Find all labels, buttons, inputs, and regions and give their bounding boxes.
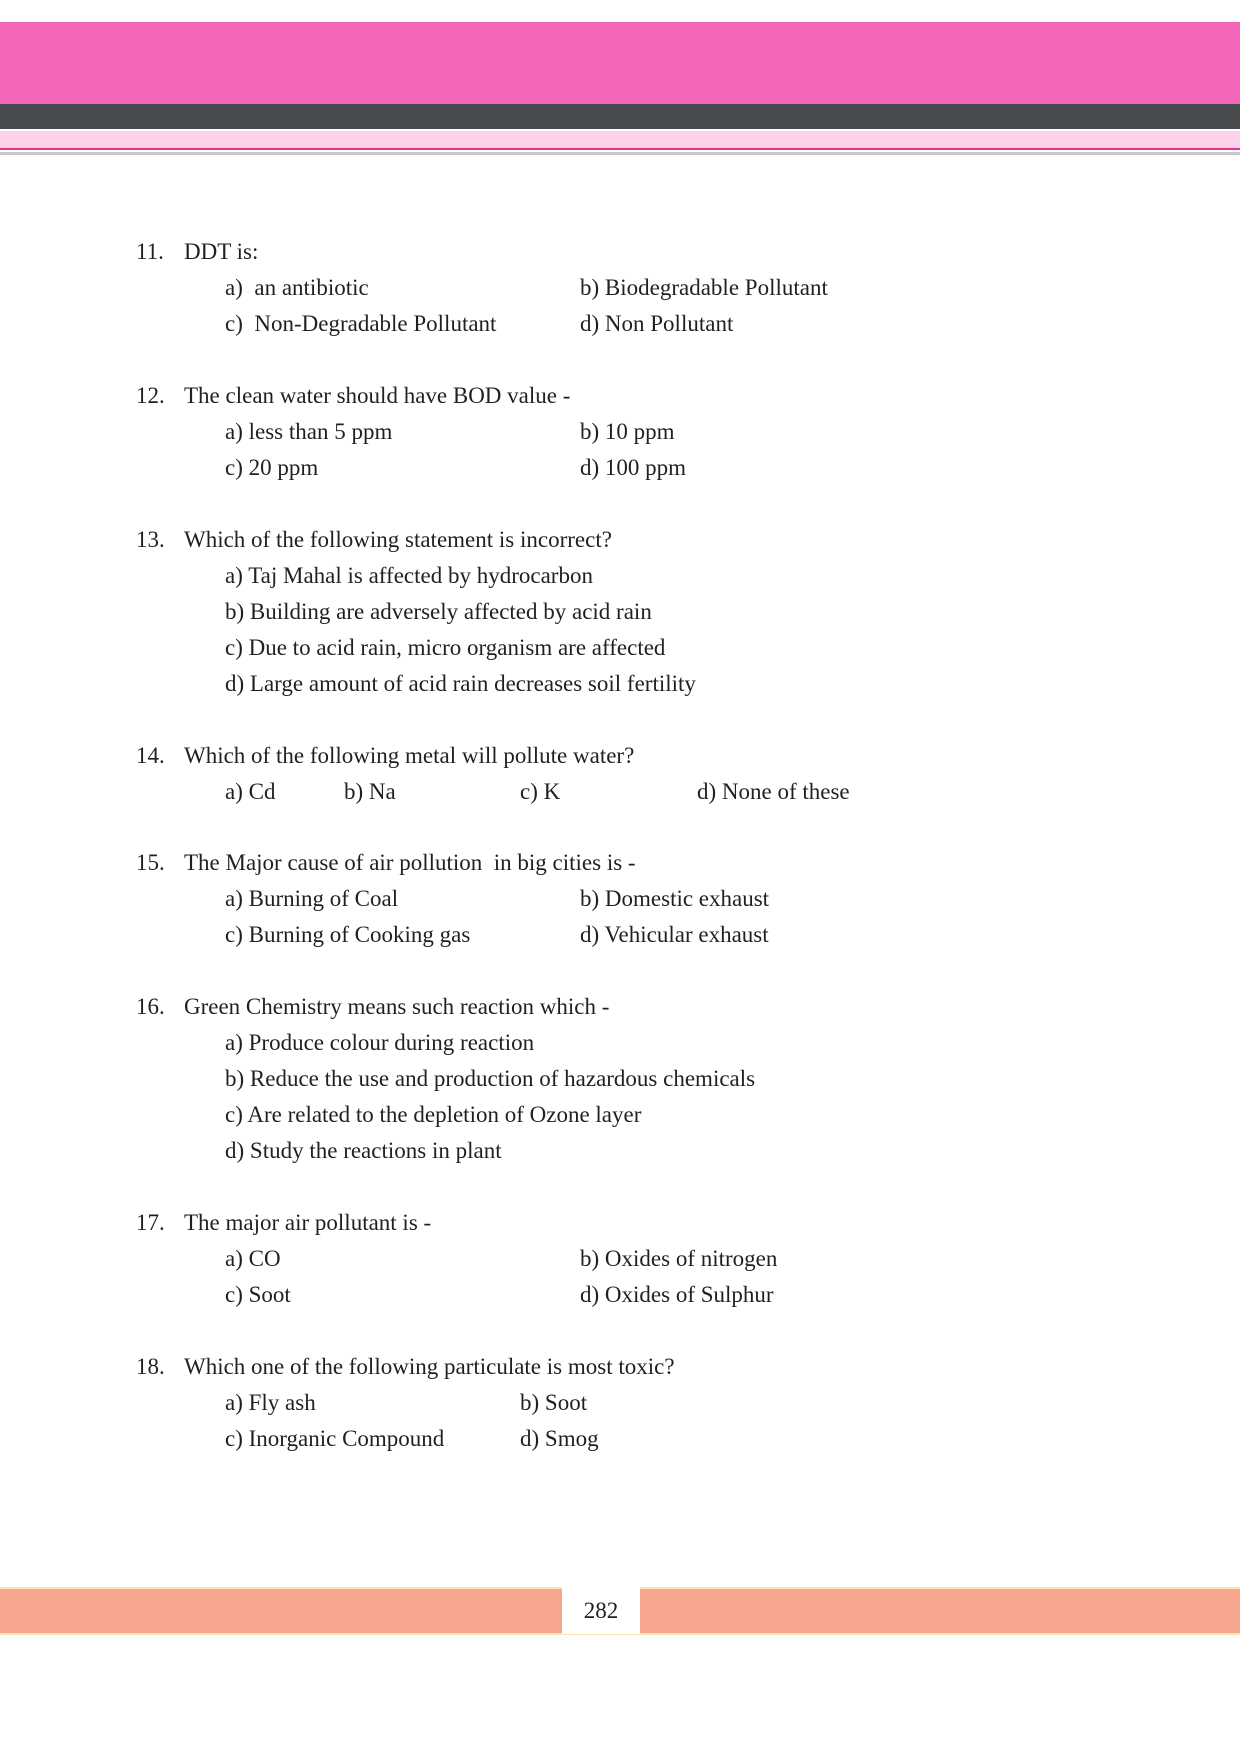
option-b: b) Domestic exhaust: [580, 886, 770, 911]
question-number: 12.: [136, 383, 165, 408]
question-number: 14.: [136, 743, 165, 768]
option-b: b) Biodegradable Pollutant: [580, 275, 828, 300]
option-b: b) Soot: [520, 1390, 588, 1415]
header-pink-band: [0, 22, 1240, 104]
option-d: d) Large amount of acid rain decreases soil fertility: [225, 671, 696, 696]
question-13: [0, 522, 1240, 702]
option-d: d) Study the reactions in plant: [225, 1138, 502, 1163]
question-text: Which of the following metal will pollute water?: [184, 743, 635, 768]
page-number: 282: [562, 1587, 640, 1634]
option-c: c) Due to acid rain, micro organism are affected: [225, 635, 666, 660]
option-d: d) Oxides of Sulphur: [580, 1282, 774, 1307]
question-number: 18.: [136, 1354, 165, 1379]
question-text: The clean water should have BOD value -: [184, 383, 571, 408]
question-number: 17.: [136, 1210, 165, 1235]
option-c: c) Soot: [225, 1282, 291, 1307]
option-b: b) Na: [344, 779, 396, 804]
question-text: DDT is:: [184, 239, 259, 264]
option-c: c) Burning of Cooking gas: [225, 922, 471, 947]
option-a: a) Fly ash: [225, 1390, 316, 1415]
header-gray-rule: [0, 152, 1240, 155]
option-a: a) Produce colour during reaction: [225, 1030, 535, 1055]
question-number: 15.: [136, 850, 165, 875]
option-a: a) less than 5 ppm: [225, 419, 393, 444]
option-a: a) Burning of Coal: [225, 886, 399, 911]
question-text: Which one of the following particulate is most toxic?: [184, 1354, 675, 1379]
question-text: The Major cause of air pollution in big cities is -: [184, 850, 636, 875]
question-18: [0, 1349, 1240, 1457]
header-gray-band: [0, 104, 1240, 129]
footer-band-left: [0, 1587, 562, 1634]
question-number: 16.: [136, 994, 165, 1019]
option-c: c) Are related to the depletion of Ozone layer: [225, 1102, 642, 1127]
option-b: b) Building are adversely affected by acid rain: [225, 599, 652, 624]
option-a: a) Taj Mahal is affected by hydrocarbon: [225, 563, 593, 588]
option-b: b) Oxides of nitrogen: [580, 1246, 778, 1271]
option-b: b) 10 ppm: [580, 419, 675, 444]
question-15: [0, 845, 1240, 953]
question-14: [0, 738, 1240, 810]
option-d: d) None of these: [697, 779, 850, 804]
option-c: c) Non-Degradable Pollutant: [225, 311, 497, 336]
question-17: [0, 1205, 1240, 1313]
option-d: d) Smog: [520, 1426, 599, 1451]
option-d: d) Vehicular exhaust: [580, 922, 769, 947]
question-11: [0, 234, 1240, 342]
option-b: b) Reduce the use and production of hazardous chemicals: [225, 1066, 756, 1091]
question-12: [0, 378, 1240, 486]
question-text: Which of the following statement is incorrect?: [184, 527, 612, 552]
option-a: a) CO: [225, 1246, 281, 1271]
option-c: c) 20 ppm: [225, 455, 319, 480]
question-number: 13.: [136, 527, 165, 552]
header-pink-rule: [0, 148, 1240, 150]
question-16: [0, 989, 1240, 1169]
option-a: a) an antibiotic: [225, 275, 369, 300]
footer-band-right: [640, 1587, 1240, 1634]
question-text: Green Chemistry means such reaction which -: [184, 994, 610, 1019]
option-c: c) Inorganic Compound: [225, 1426, 445, 1451]
option-c: c) K: [520, 779, 561, 804]
option-d: d) Non Pollutant: [580, 311, 734, 336]
option-d: d) 100 ppm: [580, 455, 687, 480]
question-number: 11.: [136, 239, 164, 264]
option-a: a) Cd: [225, 779, 276, 804]
header-light-stripe: [0, 131, 1240, 149]
question-text: The major air pollutant is -: [184, 1210, 432, 1235]
